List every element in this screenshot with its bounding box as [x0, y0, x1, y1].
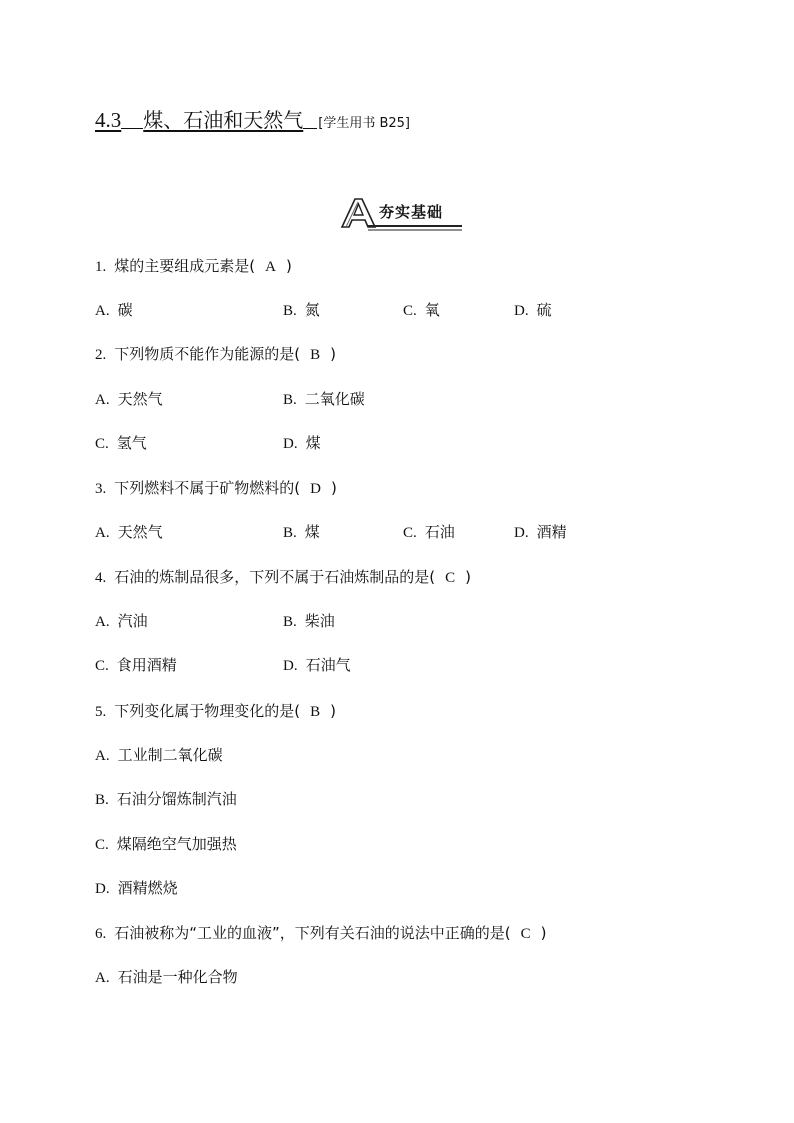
option-text: 硫: [536, 301, 552, 319]
option: [403, 300, 440, 321]
option-letter: A.: [95, 748, 110, 764]
question-stem: [95, 701, 336, 722]
closing-paren: ): [465, 568, 471, 586]
option: [403, 522, 455, 543]
question-text: 下列变化属于物理变化的是(: [114, 702, 301, 720]
option-letter: B.: [283, 525, 297, 541]
answer-letter: C: [520, 926, 531, 942]
option-letter: C.: [403, 525, 417, 541]
option-text: 碳: [117, 301, 133, 319]
question-number: 4.: [95, 570, 107, 586]
option-text: 天然气: [117, 390, 163, 408]
option-letter: A.: [95, 303, 110, 319]
title-text: 煤、石油和天然气: [143, 108, 304, 132]
question-text: 石油被称为“工业的血液”，下列有关石油的说法中正确的是(: [114, 924, 511, 942]
option-letter: B.: [283, 614, 297, 630]
option: [283, 300, 320, 321]
page-title: [95, 104, 410, 133]
option-letter: B.: [283, 303, 297, 319]
answer-letter: B: [310, 347, 321, 363]
option-letter: A.: [95, 525, 110, 541]
option: [95, 433, 147, 454]
question-stem: [95, 567, 471, 588]
title-underline-gap: [303, 128, 317, 129]
option-text: 煤隔绝空气加强热: [116, 835, 237, 853]
question-text: 煤的主要组成元素是(: [114, 257, 256, 275]
option: [283, 655, 351, 676]
option-letter: D.: [514, 525, 529, 541]
option-text: 氧: [424, 301, 440, 319]
option-text: 石油分馏炼制汽油: [116, 790, 237, 808]
option-letter: B.: [283, 392, 297, 408]
closing-paren: ): [330, 702, 336, 720]
option-text: 煤: [304, 523, 320, 541]
option-letter: A.: [95, 614, 110, 630]
option: [95, 745, 223, 766]
option: [95, 611, 148, 632]
question-text: 石油的炼制品很多，下列不属于石油炼制品的是(: [114, 568, 436, 586]
answer-letter: C: [445, 570, 456, 586]
closing-paren: ): [285, 257, 292, 275]
closing-paren: ): [540, 924, 547, 942]
option: [95, 834, 237, 855]
option-letter: D.: [283, 658, 298, 674]
option-letter: D.: [95, 881, 110, 897]
option-letter: C.: [403, 303, 417, 319]
question-stem: [95, 923, 547, 944]
option: [283, 389, 365, 410]
option: [514, 300, 552, 321]
option-text: 二氧化碳: [304, 390, 365, 408]
option-text: 工业制二氧化碳: [117, 746, 223, 764]
option-letter: B.: [95, 792, 109, 808]
option-letter: A.: [95, 970, 110, 986]
answer-letter: B: [310, 704, 321, 720]
option-text: 酒精: [536, 523, 567, 541]
question-number: 5.: [95, 704, 107, 720]
option-letter: D.: [514, 303, 529, 319]
option: [283, 522, 320, 543]
answer-letter: D: [310, 481, 321, 497]
option-text: 石油气: [305, 656, 351, 674]
option-letter: C.: [95, 837, 109, 853]
option: [95, 389, 163, 410]
option: [95, 967, 238, 988]
option-text: 氮: [304, 301, 320, 319]
question-stem: [95, 256, 292, 277]
option: [95, 878, 178, 899]
question-stem: [95, 344, 336, 365]
option-text: 柴油: [304, 612, 335, 630]
closing-paren: ): [330, 479, 337, 497]
option: [95, 522, 163, 543]
option: [283, 433, 321, 454]
option-text: 煤: [305, 434, 321, 452]
option-text: 石油是一种化合物: [117, 968, 238, 986]
option-text: 石油: [424, 523, 455, 541]
option-letter: C.: [95, 658, 109, 674]
option-text: 天然气: [117, 523, 163, 541]
option-letter: D.: [283, 436, 298, 452]
option: [283, 611, 335, 632]
option: [95, 655, 177, 676]
question-number: 3.: [95, 481, 107, 497]
option-text: 食用酒精: [116, 656, 177, 674]
option-text: 酒精燃烧: [117, 879, 178, 897]
option-letter: A.: [95, 392, 110, 408]
textbook-reference: [学生用书 B25]: [318, 116, 410, 131]
option: [95, 300, 133, 321]
question-text: 下列燃料不属于矿物燃料的(: [114, 479, 301, 497]
section-label: 夯实基础: [379, 203, 444, 221]
section-badge: [338, 196, 464, 232]
option: [95, 789, 237, 810]
option-text: 氢气: [116, 434, 147, 452]
answer-letter: A: [265, 259, 276, 275]
question-number: 6.: [95, 926, 107, 942]
option-letter: C.: [95, 436, 109, 452]
option-text: 汽油: [117, 612, 148, 630]
question-stem: [95, 478, 337, 499]
section-number: 4.3: [95, 108, 122, 132]
title-underline-gap: [121, 128, 143, 129]
option: [514, 522, 567, 543]
closing-paren: ): [330, 345, 336, 363]
question-number: 1.: [95, 259, 107, 275]
question-number: 2.: [95, 347, 107, 363]
question-text: 下列物质不能作为能源的是(: [114, 345, 301, 363]
